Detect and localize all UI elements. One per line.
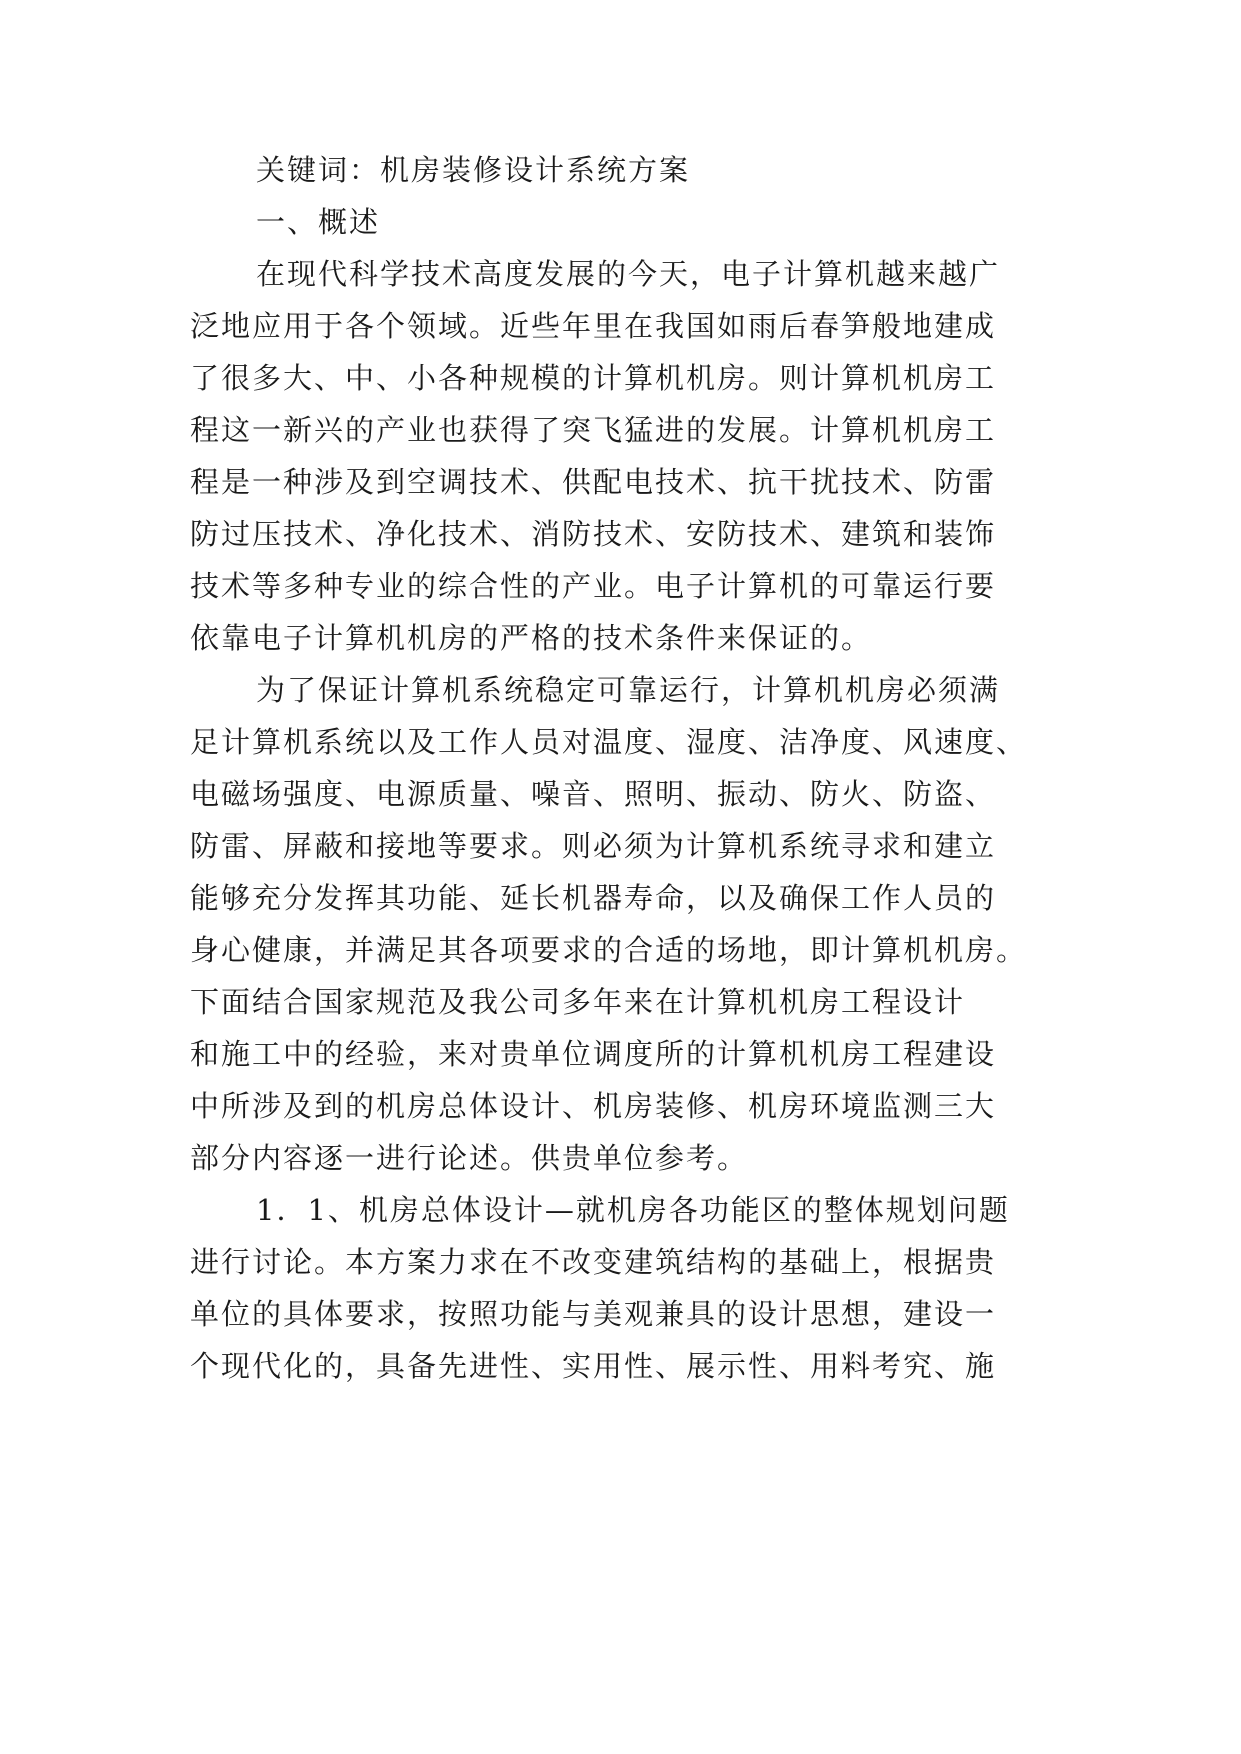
section-heading-overview: 一、概述 — [256, 205, 381, 239]
paragraph-line: 泛地应用于各个领域。近些年里在我国如雨后春笋般地建成 — [190, 309, 997, 343]
paragraph-line: 程这一新兴的产业也获得了突飞猛进的发展。计算机机房工 — [190, 413, 997, 447]
paragraph-line: 了很多大、中、小各种规模的计算机机房。则计算机机房工 — [190, 361, 997, 395]
paragraph-line: 进行讨论。本方案力求在不改变建筑结构的基础上，根据贵 — [190, 1245, 997, 1279]
paragraph-line: 身心健康，并满足其各项要求的合适的场地，即计算机机房。 — [190, 933, 1028, 967]
paragraph-line: 防雷、屏蔽和接地等要求。则必须为计算机系统寻求和建立 — [190, 829, 997, 863]
paragraph-line: 为了保证计算机系统稳定可靠运行，计算机机房必须满 — [256, 673, 1001, 707]
paragraph-line: 个现代化的，具备先进性、实用性、展示性、用料考究、施 — [190, 1349, 997, 1383]
paragraph-line: 防过压技术、净化技术、消防技术、安防技术、建筑和装饰 — [190, 517, 997, 551]
paragraph-line: 1．1、机房总体设计—就机房各功能区的整体规划问题 — [256, 1193, 1010, 1227]
paragraph-line: 电磁场强度、电源质量、噪音、照明、振动、防火、防盗、 — [190, 777, 997, 811]
paragraph-line: 部分内容逐一进行论述。供贵单位参考。 — [190, 1141, 749, 1175]
paragraph-line: 程是一种涉及到空调技术、供配电技术、抗干扰技术、防雷 — [190, 465, 997, 499]
paragraph-line: 中所涉及到的机房总体设计、机房装修、机房环境监测三大 — [190, 1089, 997, 1123]
paragraph-line: 下面结合国家规范及我公司多年来在计算机机房工程设计 — [190, 985, 966, 1019]
paragraph-line: 依靠电子计算机机房的严格的技术条件来保证的。 — [190, 621, 873, 655]
paragraph-line: 足计算机系统以及工作人员对温度、湿度、洁净度、风速度、 — [190, 725, 1028, 759]
paragraph-line: 在现代科学技术高度发展的今天，电子计算机越来越广 — [256, 257, 1001, 291]
paragraph-line: 技术等多种专业的综合性的产业。电子计算机的可靠运行要 — [190, 569, 997, 603]
paragraph-line: 单位的具体要求，按照功能与美观兼具的设计思想，建设一 — [190, 1297, 997, 1331]
paragraph-line: 能够充分发挥其功能、延长机器寿命，以及确保工作人员的 — [190, 881, 997, 915]
keywords-line: 关键词：机房装修设计系统方案 — [256, 153, 691, 187]
paragraph-line: 和施工中的经验，来对贵单位调度所的计算机机房工程建设 — [190, 1037, 997, 1071]
